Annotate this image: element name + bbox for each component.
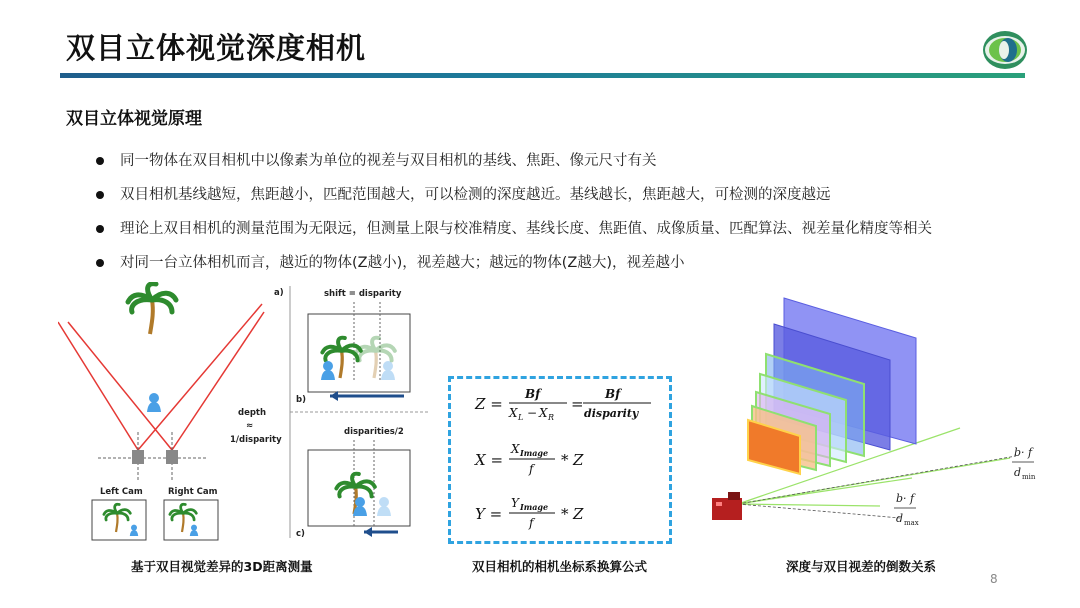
stereo-disparity-figure — [58, 282, 430, 546]
svg-text:X: X — [511, 442, 520, 456]
svg-text:f: f — [529, 516, 534, 530]
panel-b-label: b) — [296, 395, 306, 405]
right-cam-label: Right Cam — [168, 487, 218, 497]
view-rays — [58, 304, 267, 450]
svg-text:X: X — [509, 406, 518, 420]
bullet-text: 双目相机基线越短，焦距越小，匹配范围越大，可以检测的深度越近。基线越长，焦距越大，可检测的深度越远 — [120, 187, 831, 203]
figure-left-caption: 基于双目视觉差异的3D距离测量 — [131, 559, 313, 574]
bullet-dot — [96, 225, 104, 233]
svg-text:X: X — [539, 406, 548, 420]
panel-c-label: c) — [296, 529, 305, 539]
bullet-dot — [96, 191, 104, 199]
svg-text:*: * — [561, 505, 569, 523]
right-camera — [166, 450, 178, 464]
bullet-list — [94, 144, 1034, 280]
bullet-text: 同一物体在双目相机中以像素为单位的视差与双目相机的基线、焦距、像元尺寸有关 — [120, 153, 657, 169]
figure-middle-caption: 双目相机的相机坐标系换算公式 — [472, 559, 648, 574]
svg-text:Bf: Bf — [525, 387, 541, 401]
camera-icon — [712, 492, 742, 520]
svg-text:Bf: Bf — [605, 387, 621, 401]
depth-planes-figure — [700, 288, 1040, 538]
left-camera — [132, 450, 144, 464]
bullet-text: 理论上双目相机的测量范围为无限远，但测量上限与校准精度、基线长度、焦距值、成像质量、匹配算法、视差量化精度等相关 — [120, 221, 932, 237]
left-cam-label: Left Cam — [100, 487, 143, 497]
dmax-denominator: d — [896, 512, 904, 525]
formula-x — [474, 442, 584, 476]
page-number: 8 — [990, 572, 998, 586]
bullet-text: 对同一台立体相机而言，越近的物体(Z越小)，视差越大；越远的物体(Z越大)，视差越小 — [120, 255, 685, 271]
bullet-item — [94, 178, 1034, 212]
panel-a-label: a) — [274, 288, 284, 298]
dmin-denominator: d — [1014, 466, 1022, 479]
title-underline — [60, 73, 1025, 78]
coordinate-formulas — [451, 379, 669, 541]
svg-text:Y =: Y = — [475, 505, 503, 523]
logo-eye-icon — [982, 30, 1028, 70]
svg-text:R: R — [548, 413, 555, 422]
left-cam-view — [92, 500, 146, 540]
approx-label: ≈ — [246, 421, 254, 431]
inverse-disparity-label: 1/disparity — [230, 435, 282, 445]
svg-text:−: − — [527, 406, 538, 420]
bullet-item — [94, 144, 1034, 178]
shift-label: shift = disparity — [324, 289, 402, 299]
palm-tree-icon — [128, 284, 176, 334]
svg-text:Image: Image — [520, 448, 549, 458]
svg-text:=: = — [571, 395, 584, 413]
formula-z — [474, 387, 651, 422]
svg-text:Y: Y — [511, 496, 519, 510]
svg-text:Image: Image — [520, 502, 549, 512]
bullet-item — [94, 212, 1034, 246]
section-heading: 双目立体视觉原理 — [66, 109, 202, 129]
depth-label: depth — [238, 408, 267, 418]
bullet-dot — [96, 259, 104, 267]
bullet-dot — [96, 157, 104, 165]
dmax-numerator: b· f — [896, 492, 915, 505]
disparities-half-label: disparities/2 — [344, 427, 404, 437]
bullet-item — [94, 246, 1034, 280]
svg-text:disparity: disparity — [584, 407, 639, 420]
dmin-numerator: b· f — [1014, 446, 1033, 459]
svg-text:*: * — [561, 451, 569, 469]
svg-text:f: f — [529, 462, 534, 476]
svg-text:X =: X = — [475, 451, 504, 469]
formula-box — [448, 376, 672, 544]
slide-title: 双目立体视觉深度相机 — [66, 31, 367, 65]
svg-text:L: L — [518, 413, 524, 422]
figure-right-caption: 深度与双目视差的倒数关系 — [786, 559, 937, 574]
formula-y — [475, 496, 584, 530]
svg-text:Z: Z — [573, 505, 584, 523]
dmin-subscript: min — [1022, 473, 1036, 481]
svg-text:Z: Z — [573, 451, 584, 469]
dmax-subscript: max — [904, 519, 919, 527]
pawn-figure-icon — [147, 393, 161, 412]
svg-text:Z =: Z = — [475, 395, 503, 413]
